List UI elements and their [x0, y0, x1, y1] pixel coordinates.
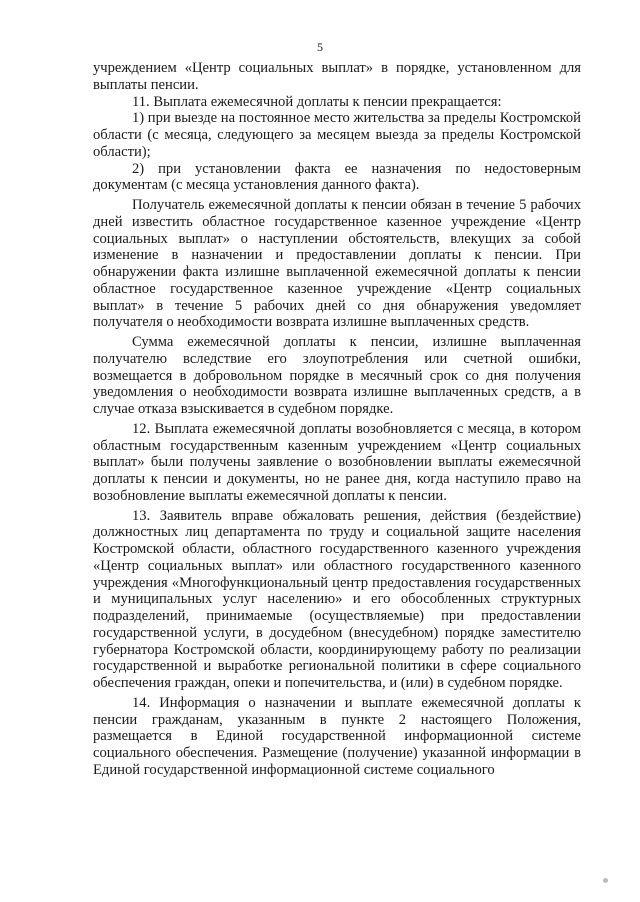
paragraph-item-14: 14. Информация о назначении и выплате ежемесячной доплаты к пенсии гражданам, указанным в пункте 2 настоящего Положения, размещается в Единой государственной информационной системе социального обеспечения. Размещение (получение) указанной информации в Единой государственной информационной системе социального	[93, 694, 581, 778]
paragraph-item-11: 11. Выплата ежемесячной доплаты к пенсии прекращается:	[132, 93, 502, 110]
document-body	[93, 60, 581, 779]
paragraph-overpayment-refund: Сумма ежемесячной доплаты к пенсии, излишне выплаченная получателю вследствие его злоупотребления или счетной ошибки, возмещается в добровольном порядке в месячный срок со дня получения уведомления о необходимости возврата излишне выплаченных средств, а в случае отказа взыскивается в судебном порядке.	[93, 334, 581, 417]
scan-speck	[603, 878, 608, 883]
paragraph-recipient-obligation: Получатель ежемесячной доплаты к пенсии обязан в течение 5 рабочих дней известить областное государственное казенное учреждение «Центр социальных выплат» о наступлении обстоятельств, влекущих за собой изменение в назначении и предоставлении доплаты к пенсии. При обнаружении факта излишне выплаченной ежемесячной доплаты к пенсии областное государственное казенное учреждение «Центр социальных выплат» в течение 5 рабочих дней со дня обнаружения уведомляет получателя о необходимости возврата излишне выплаченных средств.	[93, 197, 581, 331]
paragraph-subitem-2: 2) при установлении факта ее назначения по недостоверным документам (с месяца установления данного факта).	[93, 160, 581, 194]
page-number: 5	[317, 40, 323, 54]
paragraph-item-12: 12. Выплата ежемесячной доплаты возобновляется с месяца, в котором областным государственным казенным учреждением «Центр социальных выплат» были получены заявление о возобновлении выплаты ежемесячной доплаты к пенсии и документы, но не ранее дня, когда наступило право на возобновление выплаты ежемесячной доплаты к пенсии.	[93, 420, 581, 504]
paragraph-item-13: 13. Заявитель вправе обжаловать решения, действия (бездействие) должностных лиц департамента по труду и социальной защите населения Костромской области, областного государственного казенного учреждения «Центр социальных выплат» или областного государственного казенного учреждения «Многофункциональный центр предоставления государственных и муниципальных услуг населению» и его обособленных структурных подразделений, принимаемые (осуществляемые) при предоставлении государственной услуги, в досудебном (внесудебном) порядке заместителю губернатора Костромской области, координирующему работу по реализации государственной и выработке региональной политики в сфере социального обеспечения граждан, опеки и попечительства, и (или) в судебном порядке.	[93, 507, 581, 691]
paragraph-continuation: учреждением «Центр социальных выплат» в порядке, установленном для выплаты пенсии.	[93, 60, 581, 93]
paragraph-subitem-1: 1) при выезде на постоянное место жительства за пределы Костромской области (с месяца, следующего за месяцем выезда за пределы Костромской области);	[93, 110, 581, 160]
